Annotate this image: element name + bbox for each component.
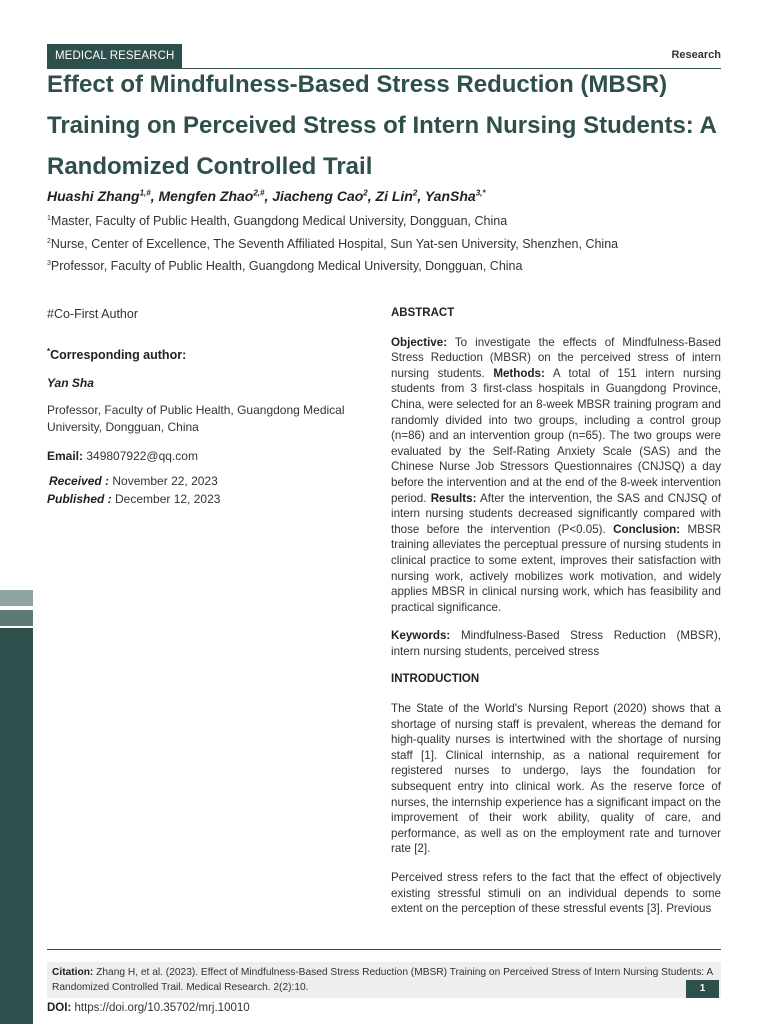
affiliation-text: Professor, Faculty of Public Health, Guangdong Medical University, Dongguan, China [50,259,523,273]
author-sup: 2 [363,188,368,198]
doi-link[interactable]: https://doi.org/10.35702/mrj.10010 [74,1002,250,1014]
author-sup: 1,# [139,188,151,198]
affiliation-sup: 3 [47,259,51,267]
received-label: Received : [49,474,110,488]
footer-rule [47,949,721,950]
introduction-paragraph: Perceived stress refers to the fact that the effect of objectively existing stressful stimuli on an individual depends to some extent on the perception of these stressful events [3]. Previous [391,871,721,916]
published-label: Published : [47,492,112,506]
conclusion-text: MBSR training alleviates the perceptual pressure of nursing students in clinical practice to some extent, improves their satisfaction with nursing work, actively mobilizes work motivation, and widely applies MBSR in clinical nursing work, which has feasibility and practical significance. [391,522,721,614]
email-link[interactable]: 349807922@qq.com [86,449,198,463]
author-name: YanSha [424,188,476,204]
author-list: Huashi Zhang$^{1,\#}$, Mengfen Zhao$^{2,\#}$, Jiacheng Cao$^2$, Zi Lin$^2$, YanSha$^{3,*}$ [47,188,486,204]
article-title: Effect of Mindfulness-Based Stress Reduction (MBSR) Training on Perceived Stress of Intern Nursing Students: A Randomized Controlled Trail [47,71,716,180]
abstract-heading: ABSTRACT [391,307,455,319]
affiliation [47,259,522,273]
corresponding-label [47,343,357,364]
author-sup: 2 [412,188,418,198]
author-name: Mengfen Zhao [158,188,254,204]
affiliation [47,214,507,228]
affiliation-text: Nurse, Center of Excellence, The Seventh Affiliated Hospital, Sun Yat-sen University, Shenzhen, China [50,237,619,251]
introduction-heading: INTRODUCTION [391,673,480,686]
keywords-text: Mindfulness-Based Stress Reduction (MBSR), intern nursing students, perceived stress [391,629,721,658]
keywords-label: Keywords: [391,629,451,643]
keywords-line [391,628,721,659]
side-bar [0,628,33,1024]
side-tab-light [0,590,33,606]
methods-label: Methods: [493,366,545,380]
corresponding-star: * [47,347,51,356]
affiliation-text: Master, Faculty of Public Health, Guangdong Medical University, Dongguan, China [50,214,508,228]
author-name: Huashi Zhang [47,188,140,204]
results-label: Results: [430,491,477,505]
email-line [47,448,357,465]
journal-badge: MEDICAL RESEARCH [47,44,182,68]
author-name: Jiacheng Cao [272,188,364,204]
author-sup: 3,* [475,188,486,198]
published-date: December 12, 2023 [115,492,221,506]
email-label: Email: [47,449,84,463]
section-label: Research [671,49,721,61]
abstract-column [391,306,721,917]
citation-box [47,962,721,998]
results-text: After the intervention, the SAS and CNJSQ of intern nursing students decreased significantly compared with those before the intervention (P<0.05). [391,491,721,536]
affiliation [47,237,618,251]
affiliation-sup: 2 [47,237,51,245]
received-date: November 22, 2023 [112,474,218,488]
published-line [47,491,357,508]
methods-text: A total of 151 intern nursing students from 3 first-class hospitals in Guangdong Province, China, were selected for an 8-week MBSR training program and randomly divided into two groups, including a control group (n=86) and an intervention group (n=65). The two groups were evaluated by the Self-Rating Anxiety Scale (SAS) and the Chinese Nurse Job Stressors Questionnaires (CNJSQ) a day before the intervention and at the end of the 8-week intervention period. [391,366,721,505]
conclusion-label: Conclusion: [613,522,681,536]
citation-label: Citation: [52,967,94,978]
objective-label: Objective: [391,335,448,349]
author-name: Zi Lin [375,188,413,204]
co-first-note: #Co-First Author [47,307,139,321]
objective-text: To investigate the effects of Mindfulness-Based Stress Reduction (MBSR) on the perceived stress of intern nursing students. [391,335,722,380]
corresponding-name: Yan Sha [47,376,94,390]
corresponding-label-text: Corresponding author: [50,348,187,363]
citation-text: Zhang H, et al. (2023). Effect of Mindfulness-Based Stress Reduction (MBSR) Training on Perceived Stress of Intern Nursing Students: A Randomized Controlled Trail. Medical Research. 2(2):10. [52,967,713,993]
page-number: 1 [686,980,719,998]
corresponding-affiliation: Professor, Faculty of Public Health, Guangdong Medical University, Dongguan, China [47,403,345,434]
doi-line [47,1002,250,1014]
author-sup: 2,# [253,188,265,198]
affiliation-sup: 1 [47,214,51,222]
received-line [49,473,359,490]
abstract-body [391,335,721,616]
doi-label: DOI: [47,1002,72,1014]
introduction-paragraph: The State of the World's Nursing Report (2020) shows that a shortage of nursing staff is prevalent, whereas the demand for high-quality nurses is intertwined with the shortage of nursing staff [1]. Clinical internship, as a national requirement for registered nurses to undergo, lays the foundation for subsequent entry into clinical work. As the reserve force of nurses, the internship experience has a significant impact on the improvement of their work ability, quality of care, and performance, as well as on the employment rate and turnover rate [2]. [391,702,721,856]
side-tab-mid [0,610,33,626]
